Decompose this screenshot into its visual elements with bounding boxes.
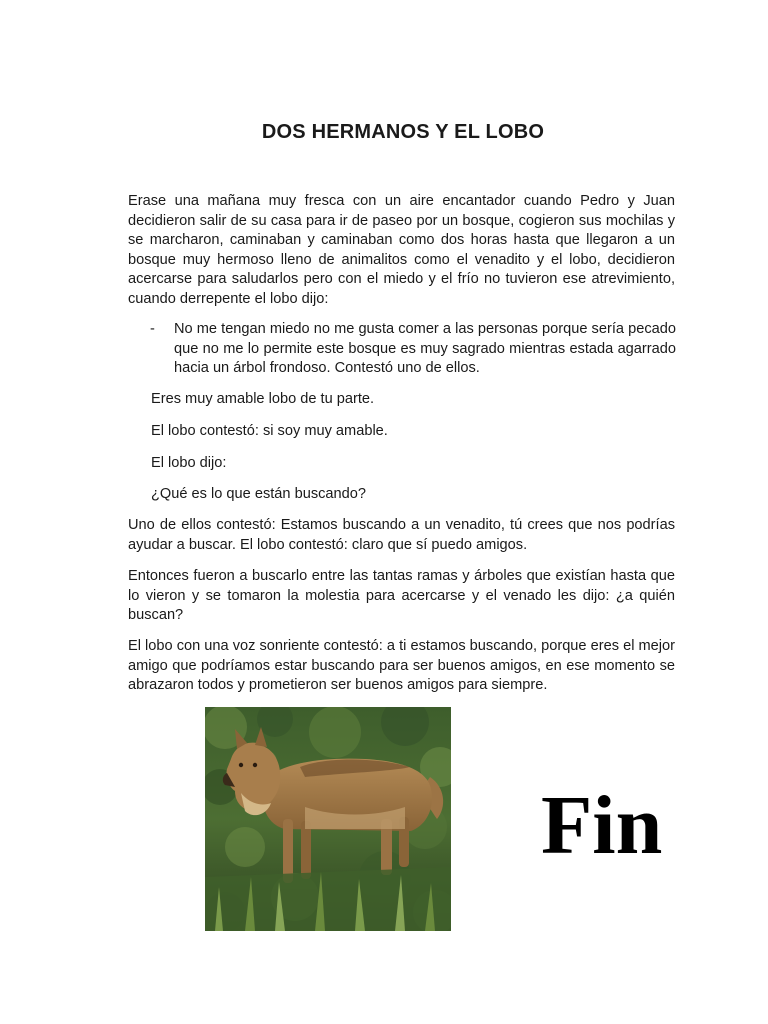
- page-title: DOS HERMANOS Y EL LOBO: [261, 121, 545, 143]
- bullet-dash: -: [150, 321, 155, 337]
- end-word: Fin: [541, 779, 663, 872]
- bullet-item: [150, 320, 676, 379]
- dialogue-line-1: Eres muy amable lobo de tu parte.: [151, 391, 375, 407]
- paragraph-2: Uno de ellos contestó: Estamos buscando a un venadito, tú crees que nos podrías ayudar a buscar. El lobo contestó: claro que sí puedo amigos.: [128, 517, 675, 553]
- paragraph-4: El lobo con una voz sonriente contestó: a ti estamos buscando, porque eres el mejor amigo que podríamos estar buscando para ser buenos amigos, en ese momento se abrazaron todos y prometieron ser buenos amigos para siempre.: [128, 638, 675, 693]
- paragraph-3: Entonces fueron a buscarlo entre las tantas ramas y árboles que existían hasta que lo vieron y se tomaron la molestia para acercarse y el venado les dijo: ¿a quién buscan?: [128, 568, 675, 623]
- dialogue-line-4: ¿Qué es lo que están buscando?: [151, 486, 367, 502]
- dialogue-line-2: El lobo contestó: si soy muy amable.: [151, 423, 388, 439]
- grass-foreground: [205, 867, 451, 931]
- dialogue-line-3: El lobo dijo:: [151, 455, 227, 471]
- wolf-photo: [205, 707, 451, 931]
- wolf-illustration: [205, 707, 451, 931]
- paragraph-intro: Erase una mañana muy fresca con un aire encantador cuando Pedro y Juan decidieron salir de su casa para ir de paseo por un bosque, cogieron sus mochilas y se marcharon, caminaban y caminaban como dos horas hasta que llegaron a un bosque muy hermoso lleno de animalitos como el venadito y el lobo, decidieron acercarse para saludarlos pero con el miedo y el frío no tuvieron ese atrevimiento, cuando derrepente el lobo dijo:: [128, 193, 675, 307]
- bullet-text: No me tengan miedo no me gusta comer a las personas porque sería pecado que no me lo permite este bosque es muy sagrado mientras estada agarrado hacia un árbol frondoso. Contestó uno de ellos.: [174, 321, 676, 376]
